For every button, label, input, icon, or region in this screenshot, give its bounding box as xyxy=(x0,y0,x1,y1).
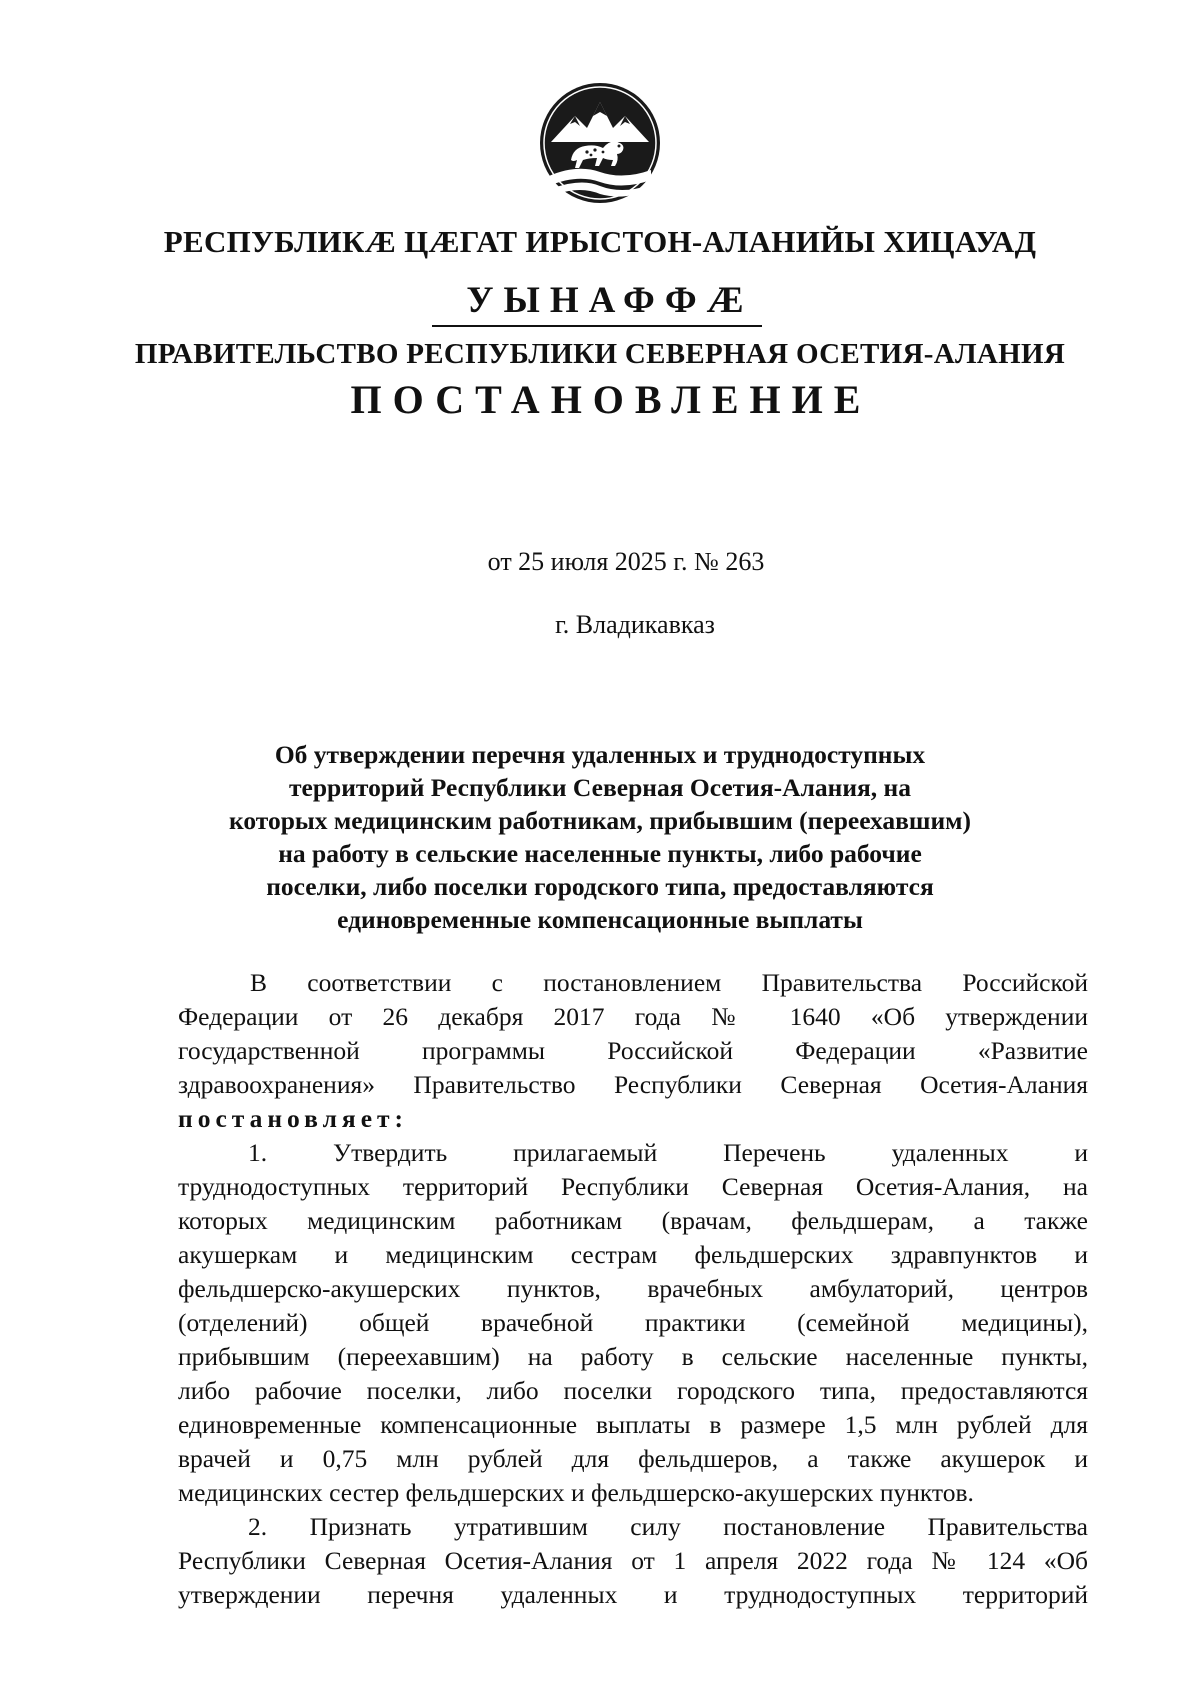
body-line: 2. Признать утратившим силу постановление Правительства xyxy=(248,1512,1088,1541)
body-line: либо рабочие поселки, либо поселки городского типа, предоставляются xyxy=(178,1376,1088,1405)
title-line: поселки, либо поселки городского типа, предоставляются xyxy=(266,872,934,901)
body-line: государственной программы Российской Федерации «Развитие xyxy=(178,1036,1088,1065)
russian-government-heading: ПРАВИТЕЛЬСТВО РЕСПУБЛИКИ СЕВЕРНАЯ ОСЕТИЯ-АЛАНИЯ xyxy=(134,338,1066,370)
body-line: акушеркам и медицинским сестрам фельдшерских здравпунктов и xyxy=(178,1240,1088,1269)
body-line: фельдшерско-акушерских пунктов, врачебных амбулаторий, центров xyxy=(178,1274,1088,1303)
decree-date-number: от 25 июля 2025 г. № 263 xyxy=(487,547,765,576)
body-line: В соответствии с постановлением Правительства Российской xyxy=(250,968,1088,997)
body-line: врачей и 0,75 млн рублей для фельдшеров, а также акушерок и xyxy=(178,1444,1088,1473)
title-line: Об утверждении перечня удаленных и труднодоступных xyxy=(274,740,926,769)
decree-city: г. Владикавказ xyxy=(555,610,715,639)
title-line: территорий Республики Северная Осетия-Алания, на xyxy=(288,773,911,802)
body-line: прибывшим (переехавшим) на работу в сельские населенные пункты, xyxy=(178,1342,1088,1371)
title-line: на работу в сельские населенные пункты, либо рабочие xyxy=(278,839,922,868)
title-line: единовременные компенсационные выплаты xyxy=(337,905,863,934)
body-line: труднодоступных территорий Республики Северная Осетия-Алания, на xyxy=(178,1172,1088,1201)
body-line: Республики Северная Осетия-Алания от 1 апреля 2022 года № 124 «Об xyxy=(178,1546,1088,1575)
body-line-resolves: постановляет: xyxy=(178,1104,409,1133)
russian-decree-heading: ПОСТАНОВЛЕНИЕ xyxy=(350,377,872,422)
body-line: медицинских сестер фельдшерских и фельдшерско-акушерских пунктов. xyxy=(178,1478,974,1507)
decree-title xyxy=(0,738,1200,936)
coat-of-arms-emblem xyxy=(537,80,663,206)
heading-divider xyxy=(432,325,762,327)
ossetian-decree-heading: УЫНАФФӔ xyxy=(466,280,754,321)
title-line: которых медицинским работникам, прибывшим (переехавшим) xyxy=(228,806,972,835)
body-line: 1. Утвердить прилагаемый Перечень удаленных и xyxy=(248,1138,1088,1167)
body-line: Федерации от 26 декабря 2017 года № 1640 «Об утверждении xyxy=(178,1002,1088,1031)
ossetian-government-heading: РЕСПУБЛИКӔ ЦӔГАТ ИРЫСТОН-АЛАНИЙЫ ХИЦАУАД xyxy=(163,224,1037,259)
body-line: единовременные компенсационные выплаты в размере 1,5 млн рублей для xyxy=(178,1410,1088,1439)
decree-body xyxy=(178,966,1088,1612)
body-line: которых медицинским работникам (врачам, фельдшерам, а также xyxy=(178,1206,1088,1235)
body-line: (отделений) общей врачебной практики (семейной медицины), xyxy=(178,1308,1088,1337)
body-line: здравоохранения» Правительство Республики Северная Осетия-Алания xyxy=(178,1070,1088,1099)
body-line: утверждении перечня удаленных и труднодоступных территорий xyxy=(178,1580,1088,1609)
